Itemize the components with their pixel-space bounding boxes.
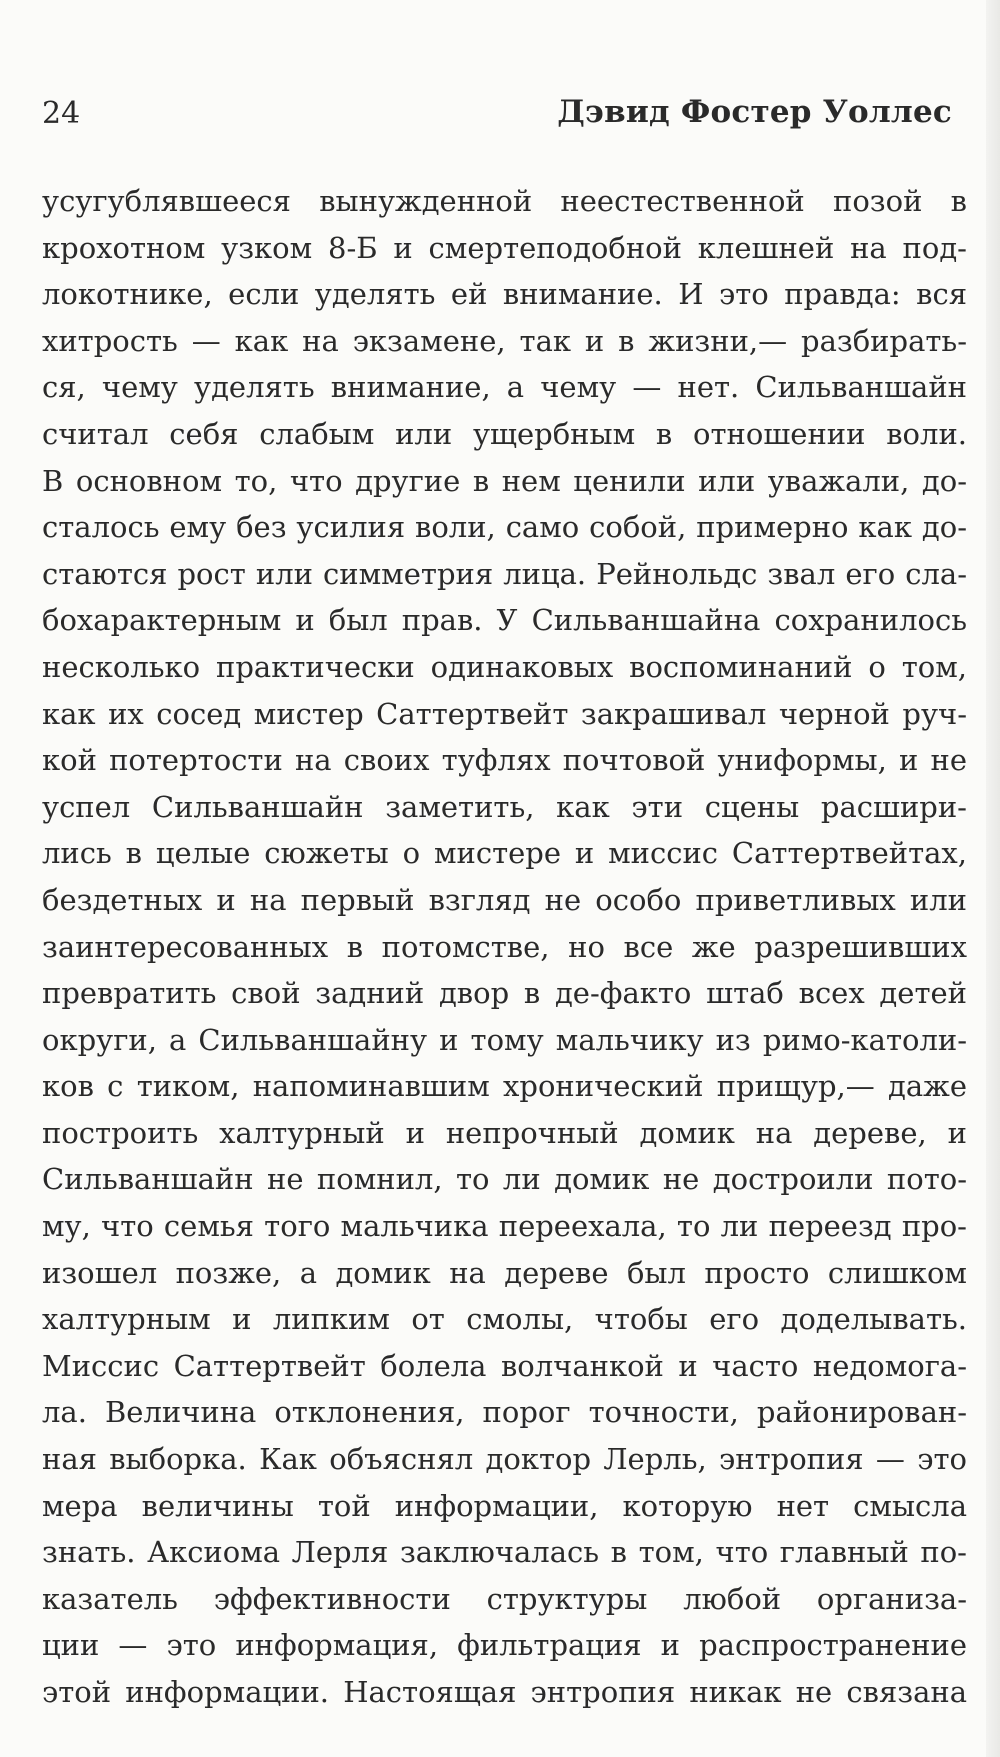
text-line: округи, а Сильваншайну и тому мальчику из римо-католи-	[42, 1022, 967, 1057]
text-line: успел Сильваншайн заметить, как эти сцены расшири-	[42, 789, 967, 824]
text-line: ков с тиком, напоминавшим хронический прищур,— даже	[42, 1069, 967, 1104]
text-line: Сильваншайн не помнил, то ли домик не достроили пото-	[42, 1162, 967, 1197]
page-header	[42, 92, 952, 136]
text-line: знать. Аксиома Лерля заключалась в том, что главный по-	[42, 1535, 967, 1570]
text-line: этой информации. Настоящая энтропия никак не связана	[42, 1675, 967, 1709]
text-line: лись в целые сюжеты о мистере и миссис Саттертвейтах,	[42, 836, 967, 871]
text-line: бохарактерным и был прав. У Сильваншайна сохранилось	[42, 603, 967, 638]
text-line: кой потертости на своих туфлях почтовой униформы, и не	[42, 743, 967, 778]
text-line: бездетных и на первый взгляд не особо приветливых или	[42, 882, 967, 917]
text-line: му, что семья того мальчика переехала, то ли переезд про-	[42, 1209, 967, 1244]
text-line: В основном то, что другие в нем ценили или уважали, до-	[42, 463, 967, 498]
text-line: ции — это информация, фильтрация и распространение	[42, 1628, 967, 1663]
text-line: сталось ему без усилия воли, само собой, примерно как до-	[42, 510, 967, 545]
text-line: усугублявшееся вынужденной неестественной позой в	[42, 184, 967, 218]
text-line: построить халтурный и непрочный домик на дереве, и	[42, 1115, 967, 1150]
text-line: халтурным и липким от смолы, чтобы его доделывать.	[42, 1302, 967, 1337]
body-text	[42, 178, 967, 1716]
text-line: ся, чему уделять внимание, а чему — нет. Сильваншайн	[42, 370, 967, 405]
text-line: изошел позже, а домик на дереве был просто слишком	[42, 1255, 967, 1290]
text-line: Миссис Саттертвейт болела волчанкой и часто недомога-	[42, 1348, 967, 1383]
text-line: превратить свой задний двор в де-факто штаб всех детей	[42, 976, 967, 1011]
page-edge-shadow	[986, 0, 1000, 1757]
text-line: несколько практически одинаковых воспоминаний о том,	[42, 649, 967, 684]
text-line: хитрость — как на экзамене, так и в жизни,— разбирать-	[42, 323, 967, 358]
text-line: локотнике, если уделять ей внимание. И это правда: вся	[42, 277, 967, 312]
text-line: мера величины той информации, которую нет смысла	[42, 1488, 967, 1523]
text-line: крохотном узком 8-Б и смертеподобной клешней на под-	[42, 230, 967, 265]
running-title: Дэвид Фостер Уоллес	[557, 94, 952, 130]
text-line: как их сосед мистер Саттертвейт закрашивал черной руч-	[42, 696, 967, 731]
text-line: ла. Величина отклонения, порог точности, районирован-	[42, 1395, 967, 1430]
page-number: 24	[42, 96, 81, 131]
text-line: стаются рост или симметрия лица. Рейнольдс звал его сла-	[42, 556, 967, 591]
text-line: заинтересованных в потомстве, но все же разрешивших	[42, 929, 967, 964]
text-line: считал себя слабым или ущербным в отношении воли.	[42, 416, 967, 451]
text-line: казатель эффективности структуры любой организа-	[42, 1581, 967, 1616]
text-line: ная выборка. Как объяснял доктор Лерль, энтропия — это	[42, 1442, 967, 1477]
